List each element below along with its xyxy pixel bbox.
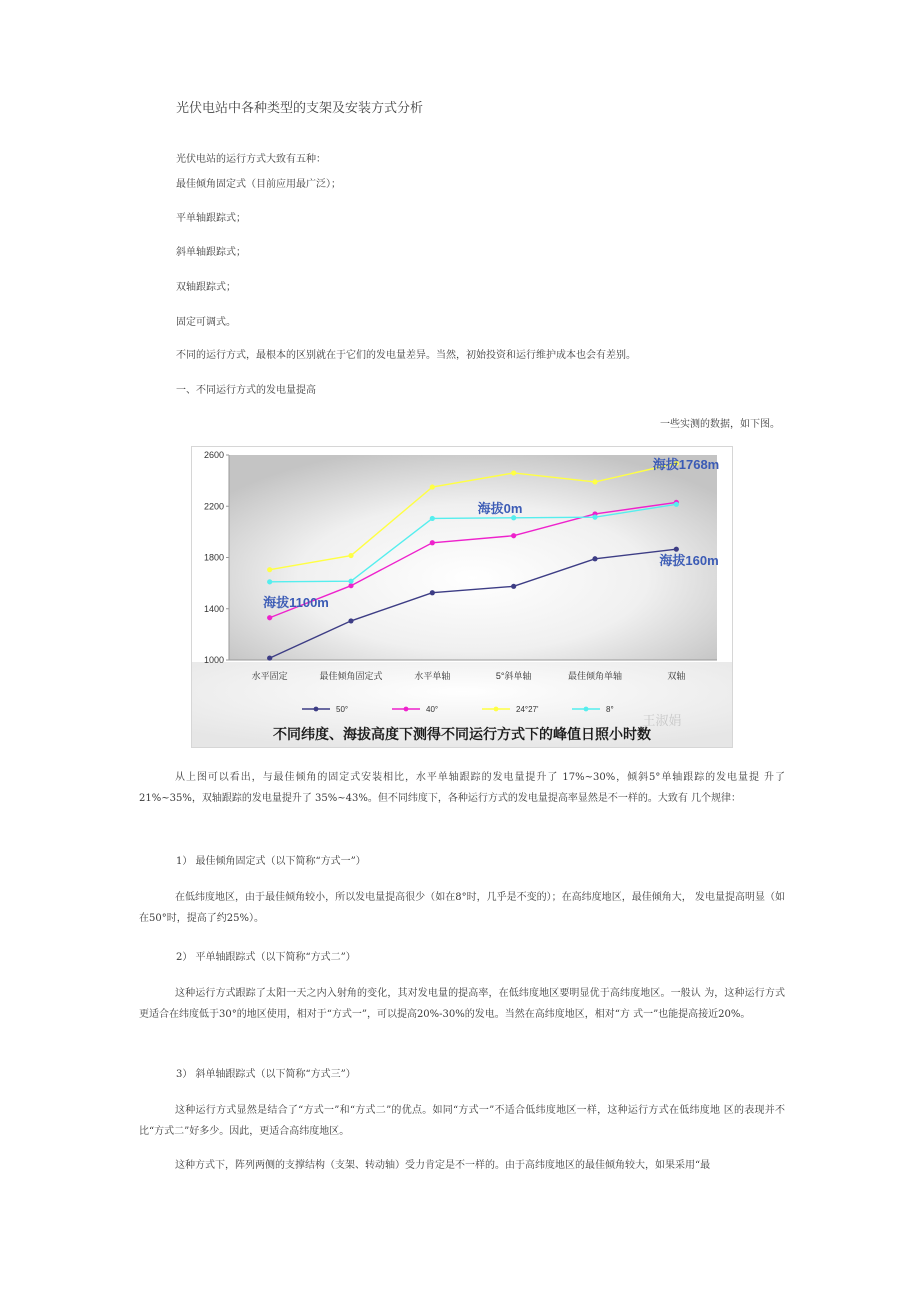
y-tick-label: 1400 (203, 603, 224, 614)
series-point (348, 579, 353, 584)
series-point (592, 556, 597, 561)
section-heading: 一、不同运行方式的发电量提高 (176, 385, 316, 396)
series-point (348, 553, 353, 558)
legend-label: 50° (336, 705, 349, 714)
chart-watermark: 王淑娟 (642, 713, 682, 728)
chart-figure (191, 446, 733, 748)
mode-item: 双轴跟踪式； (176, 282, 236, 293)
y-tick-label: 1000 (203, 655, 224, 665)
x-tick-label: 最佳倾角单轴 (567, 671, 623, 681)
chart-title: 不同纬度、海拔高度下测得不同运行方式下的峰值日照小时数 (273, 726, 651, 742)
intro-text: 光伏电站的运行方式大致有五种： (176, 154, 326, 165)
series-point (674, 547, 679, 552)
series-point (267, 655, 272, 660)
y-tick-label: 2200 (203, 501, 224, 512)
series-point (511, 584, 516, 589)
x-tick-label: 水平单轴 (414, 671, 451, 681)
x-tick-label: 水平固定 (251, 671, 288, 681)
chart-analysis-paragraph: 从上图可以看出，与最佳倾角的固定式安装相比，水平单轴跟踪的发电量提升了 17%~30%，倾斜5°单轴跟踪的发电量提 升了 21%~35%，双轴跟踪的发电量提升了 35%~43%。但不同纬度下，各种运行方式的发电量提高率显然是不一样的。大致有 几个规律： (139, 772, 785, 804)
legend-label: 8° (606, 705, 614, 714)
x-tick-label: 5°斜单轴 (495, 671, 532, 681)
x-tick-label: 双轴 (667, 671, 686, 681)
series-point (267, 567, 272, 572)
chart-annotation: 海拔1768m (652, 457, 720, 472)
mode-item: 斜单轴跟踪式； (176, 247, 246, 258)
legend-marker (494, 707, 499, 712)
series-point (511, 533, 516, 538)
data-note: 一些实测的数据，如下图。 (660, 419, 780, 430)
series-point (511, 470, 516, 475)
series-point (348, 583, 353, 588)
item1-heading: 1） 最佳倾角固定式（以下简称“方式一”） (176, 856, 366, 867)
series-point (430, 540, 435, 545)
legend-label: 40° (426, 705, 439, 714)
plot-area-background (229, 455, 720, 660)
item3-heading: 3） 斜单轴跟踪式（以下简称“方式三”） (176, 1069, 356, 1080)
series-point (348, 618, 353, 623)
chart-svg (192, 447, 732, 747)
chart-annotation: 海拔0m (477, 501, 523, 516)
item2-heading: 2） 平单轴跟踪式（以下简称“方式二”） (176, 952, 356, 963)
chart-annotation: 海拔1100m (263, 595, 329, 610)
difference-text: 不同的运行方式，最根本的区别就在于它们的发电量差异。当然，初始投资和运行维护成本也会有差别。 (176, 350, 636, 361)
item2-paragraph: 这种运行方式跟踪了太阳一天之内入射角的变化，其对发电量的提高率，在低纬度地区要明显优于高纬度地区。一般认 为，这种运行方式更适合在纬度低于30°的地区使用，相对于“方式一”，可以提高20%-30%的发电。当然在高纬度地区，相对“方 式一”也能提高接近20%。 (139, 988, 785, 1020)
series-point (430, 590, 435, 595)
mode-item: 平单轴跟踪式； (176, 213, 246, 224)
chart-annotation: 海拔160m (659, 553, 719, 568)
y-tick-label: 2600 (203, 450, 224, 460)
legend-label: 24°27' (516, 705, 539, 714)
mode-item: 最佳倾角固定式（目前应用最广泛）； (176, 179, 341, 190)
series-point (592, 515, 597, 520)
series-point (430, 484, 435, 489)
y-tick-label: 1800 (203, 552, 224, 563)
series-point (674, 502, 679, 507)
item1-paragraph: 在低纬度地区，由于最佳倾角较小，所以发电量提高很少（如在8°时，几乎是不变的）；在高纬度地区，最佳倾角大， 发电量提高明显（如在50°时，提高了约25%）。 (139, 892, 785, 924)
item3-paragraph: 这种运行方式显然是结合了“方式一”和“方式二”的优点。如同“方式一”不适合低纬度地区一样，这种运行方式在低纬度地 区的表现并不比“方式二”好多少。因此，更适合高纬度地区。 (139, 1105, 785, 1137)
x-tick-label: 最佳倾角固定式 (319, 671, 383, 681)
series-point (430, 516, 435, 521)
series-point (267, 615, 272, 620)
item3-paragraph-2: 这种方式下，阵列两侧的支撑结构（支架、转动轴）受力肯定是不一样的。由于高纬度地区的最佳倾角较大，如果采用“最 (175, 1160, 711, 1171)
series-point (592, 479, 597, 484)
document-title: 光伏电站中各种类型的支架及安装方式分析 (176, 101, 424, 116)
mode-item: 固定可调式。 (176, 317, 236, 328)
series-point (267, 579, 272, 584)
legend-marker (404, 707, 409, 712)
legend-marker (584, 707, 589, 712)
legend-marker (314, 707, 319, 712)
